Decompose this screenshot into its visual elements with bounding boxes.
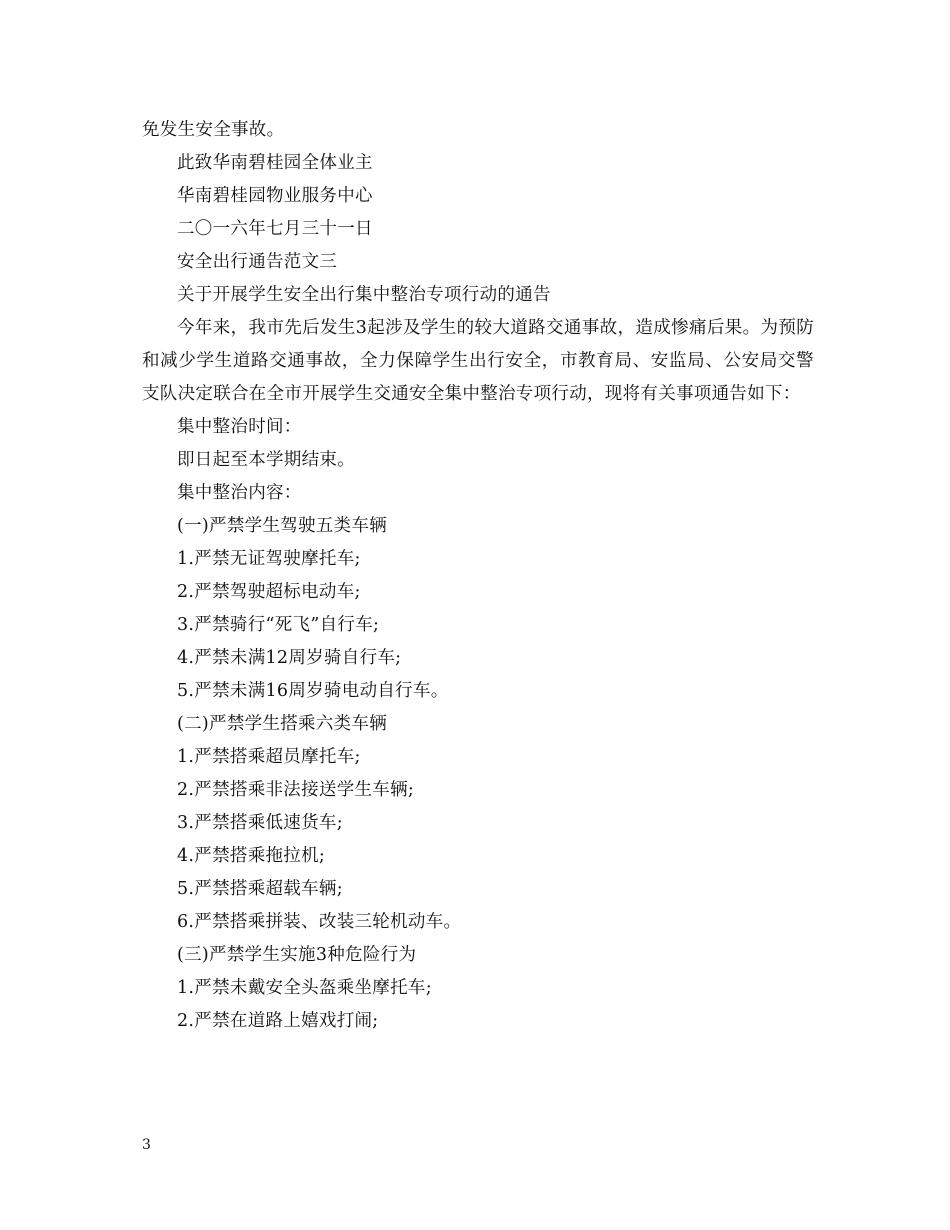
list-item: 4.严禁搭乘拖拉机; xyxy=(177,846,326,866)
page-number: 3 xyxy=(142,1137,151,1153)
paragraph: 即日起至本学期结束。 xyxy=(177,450,355,470)
list-item: 2.严禁驾驶超标电动车; xyxy=(177,582,361,602)
salutation-line: 此致华南碧桂园全体业主 xyxy=(177,153,373,173)
list-item: 5.严禁搭乘超载车辆; xyxy=(177,879,343,899)
list-item: 2.严禁在道路上嬉戏打闹; xyxy=(177,1011,379,1031)
list-item: 1.严禁搭乘超员摩托车; xyxy=(177,747,361,767)
list-heading: (三)严禁学生实施3种危险行为 xyxy=(177,945,417,965)
subheading-content: 集中整治内容： xyxy=(177,483,302,503)
paragraph: 免发生安全事故。 xyxy=(142,120,285,140)
notice-title: 关于开展学生安全出行集中整治专项行动的通告 xyxy=(177,285,551,305)
list-heading: (二)严禁学生搭乘六类车辆 xyxy=(177,714,388,734)
list-item: 2.严禁搭乘非法接送学生车辆; xyxy=(177,780,415,800)
list-item: 3.严禁搭乘低速货车; xyxy=(177,813,343,833)
list-item: 1.严禁无证驾驶摩托车; xyxy=(177,549,361,569)
signature-date: 二〇一六年七月三十一日 xyxy=(177,219,373,239)
list-item: 5.严禁未满16周岁骑电动自行车。 xyxy=(177,681,449,701)
subheading-time: 集中整治时间： xyxy=(177,417,302,437)
list-item: 4.严禁未满12周岁骑自行车; xyxy=(177,648,402,668)
section-heading: 安全出行通告范文三 xyxy=(177,252,338,272)
list-item: 3.严禁骑行“死飞”自行车; xyxy=(177,615,380,635)
signature-organization: 华南碧桂园物业服务中心 xyxy=(177,186,373,206)
list-heading: (一)严禁学生驾驶五类车辆 xyxy=(177,516,388,536)
list-item: 6.严禁搭乘拼装、改装三轮机动车。 xyxy=(177,912,462,932)
document-body xyxy=(142,114,814,1038)
list-item: 1.严禁未戴安全头盔乘坐摩托车; xyxy=(177,978,432,998)
intro-paragraph: 今年来，我市先后发生3起涉及学生的较大道路交通事故，造成惨痛后果。为预防和减少学生道路交通事故，全力保障学生出行安全，市教育局、安监局、公安局交警支队决定联合在全市开展学生交通安全集中整治专项行动，现将有关事项通告如下： xyxy=(142,318,814,404)
